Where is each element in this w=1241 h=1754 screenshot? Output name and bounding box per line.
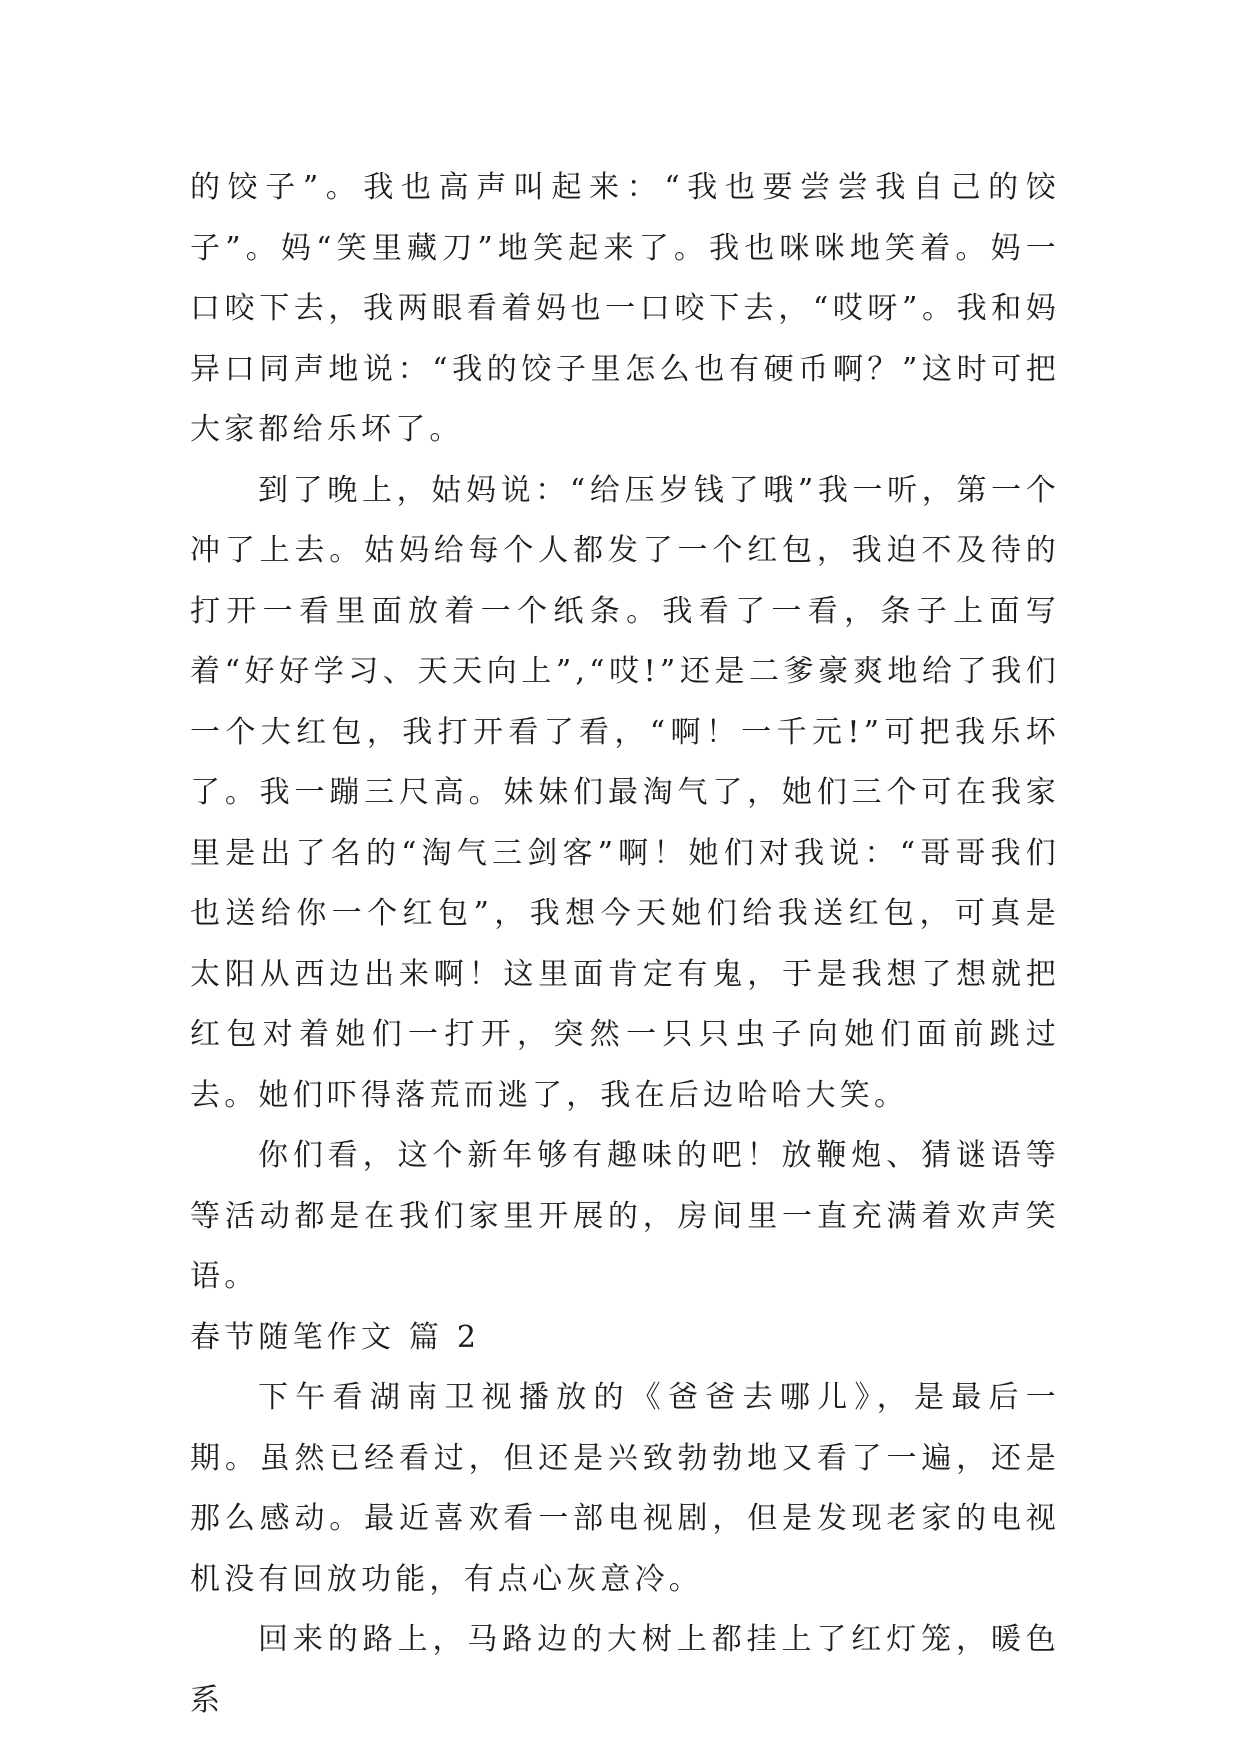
paragraph-2: 到了晚上，姑妈说：“给压岁钱了哦”我一听，第一个冲了上去。姑妈给每个人都发了一个红包，我迫不及待的打开一看里面放着一个纸条。我看了一看，条子上面写着“好好学习、天天向上”,“哎!”还是二爹豪爽地给了我们一个大红包，我打开看了看，“啊！一千元!”可把我乐坏了。我一蹦三尺高。妹妹们最淘气了，她们三个可在我家里是出了名的“淘气三剑客”啊！她们对我说：“哥哥我们也送给你一个红包”，我想今天她们给我送红包，可真是太阳从西边出来啊！这里面肯定有鬼，于是我想了想就把红包对着她们一打开，突然一只只虫子向她们面前跳过去。她们吓得落荒而逃了，我在后边哈哈大笑。 bbox=[190, 472, 1060, 1113]
section-paragraph-2: 回来的路上，马路边的大树上都挂上了红灯笼，暖色系 bbox=[190, 1622, 1060, 1718]
paragraph-1: 的饺子”。我也高声叫起来：“我也要尝尝我自己的饺子”。妈“笑里藏刀”地笑起来了。我也咪咪地笑着。妈一口咬下去，我两眼看着妈也一口咬下去，“哎呀”。我和妈异口同声地说：“我的饺子里怎么也有硬币啊？”这时可把大家都给乐坏了。 bbox=[190, 170, 1060, 447]
section-heading: 春节随笔作文 篇 2 bbox=[190, 1319, 481, 1355]
document-page bbox=[190, 158, 1060, 1731]
section-paragraph-1: 下午看湖南卫视播放的《爸爸去哪儿》，是最后一期。虽然已经看过，但还是兴致勃勃地又看了一遍，还是那么感动。最近喜欢看一部电视剧，但是发现老家的电视机没有回放功能，有点心灰意冷。 bbox=[190, 1380, 1060, 1597]
paragraph-3: 你们看，这个新年够有趣味的吧！放鞭炮、猜谜语等等活动都是在我们家里开展的，房间里一直充满着欢声笑语。 bbox=[190, 1138, 1060, 1294]
